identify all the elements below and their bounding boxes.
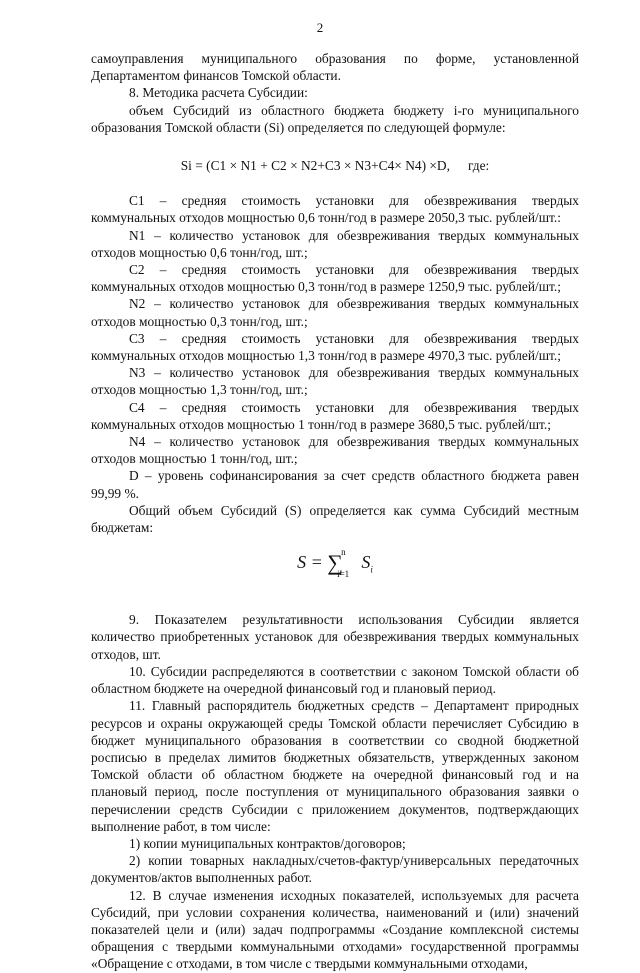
- list-item-1: 1) копии муниципальных контрактов/договоров;: [129, 835, 406, 851]
- total-subsidy-paragraph: Общий объем Субсидий (S) определяется как сумма Субсидий местным бюджетам:: [91, 502, 579, 536]
- subsidy-volume-paragraph: объем Субсидий из областного бюджета бюджету i-го муниципального образования Томской области (Si) определяется по следующей формуле:: [91, 102, 579, 135]
- definition-c3: C3 – средняя стоимость установки для обезвреживания твердых коммунальных отходов мощностью 1,3 тонн/год в размере 4970,3 тыс. рублей/шт.;: [91, 330, 579, 364]
- subsidy-formula: [91, 157, 579, 174]
- definition-d: D – уровень софинансирования за счет средств областного бюджета равен 99,99 %.: [91, 468, 579, 501]
- section-12-paragraph: 12. В случае изменения исходных показателей, используемых для расчета Субсидий, при условии сохранения количества, наименований и (или) значений показателей цели и (или) задач подпрограммы «Создание комплексной системы обращения с твердыми коммунальными отходами» государственной программы «Обращение с отходами, в том числе с твердыми коммунальными отходами,: [91, 887, 579, 972]
- definition-c2: C2 – средняя стоимость установки для обезвреживания твердых коммунальных отходов мощностью 0,3 тонн/год в размере 1250,9 тыс. рублей/шт.;: [91, 262, 579, 295]
- sum-term-subscript: i: [370, 564, 373, 575]
- sum-term: [361, 552, 373, 575]
- section-9-paragraph: 9. Показателем результативности использования Субсидии является количество приобретенных установок для обезвреживания твердых коммунальных отходов, шт.: [91, 612, 579, 662]
- paragraph-continuation: самоуправления муниципального образования по форме, установленной Департаментом финансов Томской области.: [91, 51, 579, 84]
- definition-n2: N2 – количество установок для обезвреживания твердых коммунальных отходов мощностью 0,3 тонн/год, шт.;: [91, 296, 579, 329]
- sum-upper-limit: n: [341, 547, 346, 558]
- list-item-2: 2) копии товарных накладных/счетов-фактур/универсальных передаточных документов/актов выполненных работ.: [91, 853, 579, 886]
- section-10-paragraph: 10. Субсидии распределяются в соответствии с законом Томской области об областном бюджете на очередной финансовый год и плановый период.: [91, 663, 579, 697]
- sum-term-symbol: S: [361, 552, 371, 573]
- page-number: 2: [316, 20, 324, 35]
- section-8-heading: 8. Методика расчета Субсидии:: [129, 85, 308, 101]
- sum-lower-limit: i=1: [337, 569, 350, 580]
- section-11-paragraph: 11. Главный распорядитель бюджетных средств – Департамент природных ресурсов и охраны окружающей среды Томской области перечисляет Субсидию в бюджет муниципального образования в соответствии со сводной бюджетной росписью в пределах лимитов бюджетных обязательств, утвержденных законом Томской области об областном бюджете на очередной финансовый год и на плановый период, после поступления от муниципального образования заявки о перечислении средств Субсидии с приложением документов, подтверждающих выполнение работ, в том числе:: [91, 698, 579, 834]
- document-body: [91, 50, 579, 973]
- formula-where-label: где:: [467, 158, 490, 174]
- sigma-symbol: ∑: [327, 550, 343, 576]
- sum-formula-expression: [297, 547, 373, 580]
- definition-n3: N3 – количество установок для обезвреживания твердых коммунальных отходов мощностью 1,3 тонн/год, шт.;: [91, 365, 579, 398]
- sum-formula-lhs: S =: [297, 552, 323, 573]
- definition-n4: N4 – количество установок для обезвреживания твердых коммунальных отходов мощностью 1 тонн/год, шт.;: [91, 434, 579, 467]
- definition-c4: C4 – средняя стоимость установки для обезвреживания твердых коммунальных отходов мощностью 1 тонн/год в размере 3680,5 тыс. рублей/шт.;: [91, 399, 579, 432]
- subsidy-formula-expression: Si = (C1 × N1 + C2 × N2+C3 × N3+C4× N4) ×D,: [180, 158, 450, 174]
- sum-formula: [91, 547, 579, 592]
- definition-c1: C1 – средняя стоимость установки для обезвреживания твердых коммунальных отходов мощностью 0,6 тонн/год в размере 2050,3 тыс. рублей/шт.:: [91, 193, 579, 226]
- definition-n1: N1 – количество установок для обезвреживания твердых коммунальных отходов мощностью 0,6 тонн/год, шт.;: [91, 227, 579, 260]
